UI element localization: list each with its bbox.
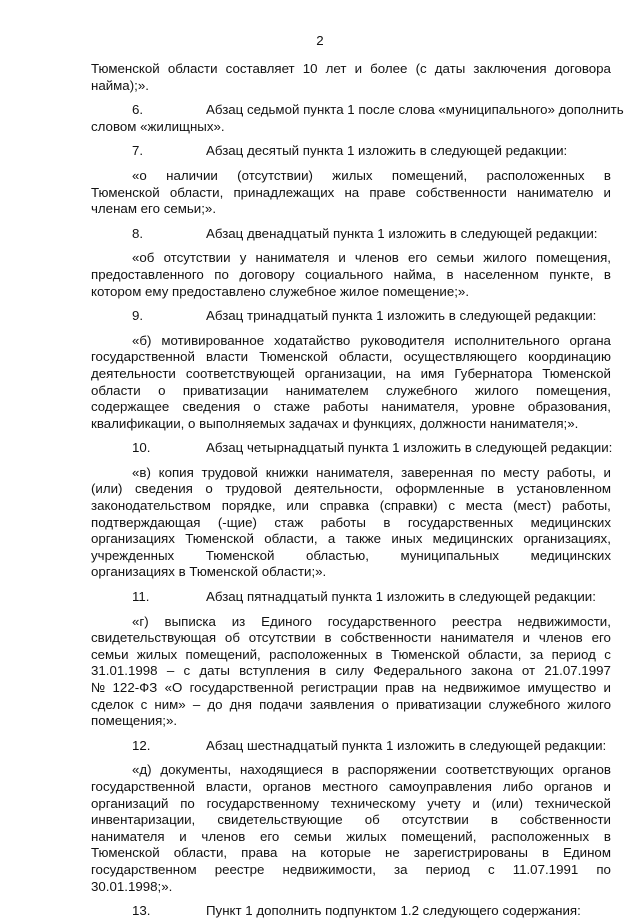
text-line: предоставленного по договору социального найма, в населенном пункте, в [91,266,611,282]
text-line: области о приватизации нанимателем служебного жилого помещения, [91,382,611,398]
item-first-line [91,143,611,160]
text-line: котором ему предоставлено служебное жилое помещение;». [91,283,470,299]
text-line: помещения;». [91,713,178,729]
text-line: семьи жилых помещений, расположенных в Тюменской области, за период с [91,646,611,662]
page-number: 2 [316,33,324,48]
item-first-line [91,102,624,119]
text-line: подтверждающая (-щие) стаж работы в государственных медицинских [91,514,611,530]
text-line: 30.01.1998;». [91,878,173,894]
item-first-line [91,226,611,243]
item-number: 13. [132,903,151,919]
text-line: организациях Тюменской области, а также иных медицинских организациях, [91,531,611,547]
text-line: «б) мотивированное ходатайство руководителя исполнительного органа [132,332,611,348]
text-line: «в) копия трудовой книжки нанимателя, заверенная по месту работы, и [132,464,611,480]
text-line: сделок с ним» – до дня подачи заявления о приватизации служебного жилого [91,696,611,712]
text-line: квалификации, о выполняемых задачах и функциях, должности нанимателя;». [91,415,579,431]
numbered-item [91,102,624,135]
item-text: Пункт 1 дополнить подпунктом 1.2 следующего содержания: [206,903,581,919]
numbered-item [91,308,611,325]
text-line: государственной власти, органов местного самоуправления либо органов и [91,778,611,794]
item-first-line [91,308,611,325]
item-text: Абзац четырнадцатый пункта 1 изложить в следующей редакции: [206,440,613,456]
numbered-item [91,738,611,755]
text-line: Тюменской области, принадлежащих на праве собственности нанимателю и [91,184,611,200]
item-number: 8. [132,225,144,241]
item-text: Абзац седьмой пункта 1 после слова «муниципального» дополнить [206,102,624,118]
text-line: «о наличии (отсутствии) жилых помещений, расположенных в [132,167,611,183]
text-line: словом «жилищных». [91,118,225,134]
item-number: 11. [132,589,150,605]
quoted-paragraph [91,465,611,581]
item-text: Абзац двенадцатый пункта 1 изложить в следующей редакции: [206,225,598,241]
item-first-line [91,903,611,920]
numbered-item [91,903,611,920]
text-line: деятельности соответствующей организации, на имя Губернатора Тюменской [91,365,611,381]
item-number: 12. [132,737,151,753]
quoted-paragraph [91,168,611,218]
item-first-line [91,589,611,606]
item-text: Абзац шестнадцатый пункта 1 изложить в следующей редакции: [206,737,607,753]
item-first-line [91,440,611,457]
text-line: найма);». [91,77,149,93]
item-number: 7. [132,143,144,159]
numbered-item [91,440,611,457]
item-number: 10. [132,440,151,456]
item-number: 9. [132,308,144,324]
text-line: государственном реестре недвижимости, за период с 11.07.1991 по [91,861,611,877]
text-line: членам его семьи;». [91,201,217,217]
text-line: свидетельствующая об отсутствии в собственности нанимателя и членов его [91,630,611,646]
item-number: 6. [132,102,144,118]
text-line: государственной власти Тюменской области, осуществляющего координацию [91,349,611,365]
quoted-paragraph [91,614,611,730]
continued-paragraph [91,61,611,94]
text-line: содержащее сведения о стаже работы нанимателя, уровне образования, [91,399,611,415]
item-text: Абзац пятнадцатый пункта 1 изложить в следующей редакции: [206,589,596,605]
text-line: 31.01.1998 – с даты вступления в силу Федерального закона от 21.07.1997 [91,663,611,679]
text-line: законодательством порядке, или справка (справки) с места (мест) работы, [91,498,611,514]
text-line: организациях в Тюменской области;». [91,564,327,580]
text-line: Тюменской области составляет 10 лет и более (с даты заключения договора [91,61,611,76]
quoted-paragraph [91,250,611,300]
item-text: Абзац тринадцатый пункта 1 изложить в следующей редакции: [206,308,597,324]
quoted-paragraph [91,762,611,895]
text-line: «д) документы, находящиеся в распоряжении соответствующих органов [132,762,611,778]
item-text: Абзац десятый пункта 1 изложить в следующей редакции: [206,143,568,159]
item-first-line [91,738,611,755]
text-line: «г) выписка из Единого государственного реестра недвижимости, [132,613,611,629]
document-body [91,61,624,920]
text-line: организаций по государственному техническому учету и (или) технической [91,795,611,811]
numbered-item [91,226,611,243]
text-line: учрежденных Тюменской областью, муниципальных медицинских [91,547,611,563]
text-line: инвентаризации, свидетельствующие об отсутствии в собственности [91,812,611,828]
quoted-paragraph [91,333,611,433]
text-line: № 122-ФЗ «О государственной регистрации прав на недвижимое имущество и [91,680,611,695]
text-line: (или) сведения о трудовой деятельности, оформленные в установленном [91,481,611,497]
text-line: нанимателя и членов его семьи жилых помещений, расположенных в [91,828,611,844]
numbered-item [91,143,611,160]
text-line: Тюменской области, права на которые не зарегистрированы в Едином [91,845,611,861]
numbered-item [91,589,611,606]
text-line: «об отсутствии у нанимателя и членов его семьи жилого помещения, [132,250,611,266]
